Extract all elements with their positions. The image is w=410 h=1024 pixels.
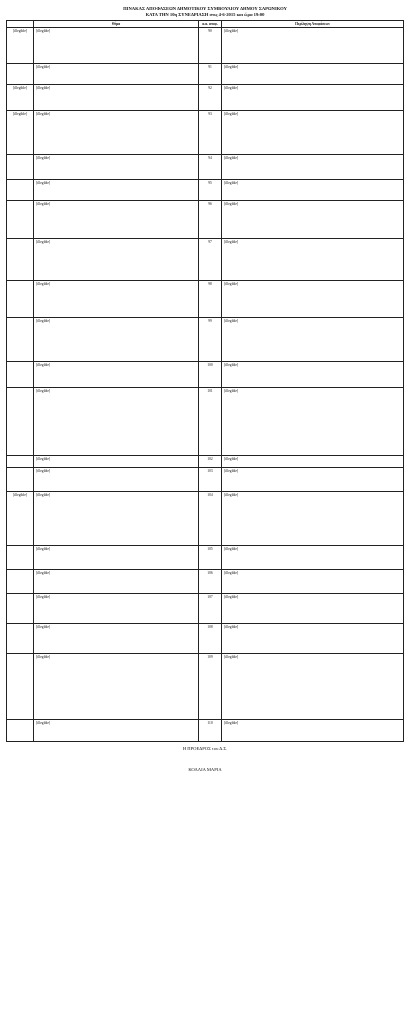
row-summary-cell: [illegible] xyxy=(222,85,404,111)
table-body xyxy=(7,28,404,742)
row-summary-cell: [illegible] xyxy=(222,362,404,388)
row-type-cell xyxy=(7,388,34,456)
table-row xyxy=(7,720,404,742)
row-type-cell: [illegible] xyxy=(7,28,34,64)
table-row xyxy=(7,28,404,64)
table-row xyxy=(7,85,404,111)
row-decision-number-cell: 107 xyxy=(199,594,222,624)
row-decision-number-cell: 91 xyxy=(199,64,222,85)
table-row xyxy=(7,281,404,318)
row-type-cell xyxy=(7,624,34,654)
row-subject-cell: [illegible] xyxy=(34,492,199,546)
row-summary-cell: [illegible] xyxy=(222,570,404,594)
row-type-cell xyxy=(7,456,34,468)
table-row xyxy=(7,468,404,492)
row-subject-cell: [illegible] xyxy=(34,239,199,281)
row-type-cell xyxy=(7,468,34,492)
row-type-cell xyxy=(7,654,34,720)
row-type-cell xyxy=(7,180,34,201)
row-decision-number-cell: 103 xyxy=(199,468,222,492)
row-summary-cell: [illegible] xyxy=(222,281,404,318)
row-decision-number-cell: 104 xyxy=(199,492,222,546)
row-summary-cell: [illegible] xyxy=(222,624,404,654)
column-header-subject: Θέμα xyxy=(34,21,199,28)
row-subject-cell: [illegible] xyxy=(34,720,199,742)
row-summary-cell: [illegible] xyxy=(222,456,404,468)
row-summary-cell: [illegible] xyxy=(222,239,404,281)
row-subject-cell: [illegible] xyxy=(34,155,199,180)
table-row xyxy=(7,388,404,456)
table-row xyxy=(7,594,404,624)
row-decision-number-cell: 93 xyxy=(199,111,222,155)
signature-name: ΚΟΛΛΙΑ ΜΑΡΙΑ xyxy=(188,767,222,773)
table-row xyxy=(7,111,404,155)
row-decision-number-cell: 110 xyxy=(199,720,222,742)
row-summary-cell: [illegible] xyxy=(222,64,404,85)
row-decision-number-cell: 95 xyxy=(199,180,222,201)
row-type-cell xyxy=(7,594,34,624)
table-row xyxy=(7,180,404,201)
row-type-cell xyxy=(7,720,34,742)
row-type-cell xyxy=(7,201,34,239)
row-subject-cell: [illegible] xyxy=(34,362,199,388)
row-subject-cell: [illegible] xyxy=(34,318,199,362)
row-decision-number-cell: 92 xyxy=(199,85,222,111)
row-subject-cell: [illegible] xyxy=(34,180,199,201)
row-decision-number-cell: 105 xyxy=(199,546,222,570)
row-type-cell xyxy=(7,64,34,85)
row-subject-cell: [illegible] xyxy=(34,64,199,85)
row-type-cell xyxy=(7,281,34,318)
row-summary-cell: [illegible] xyxy=(222,720,404,742)
table-row xyxy=(7,492,404,546)
row-decision-number-cell: 101 xyxy=(199,388,222,456)
row-subject-cell: [illegible] xyxy=(34,281,199,318)
row-decision-number-cell: 106 xyxy=(199,570,222,594)
row-summary-cell: [illegible] xyxy=(222,111,404,155)
row-type-cell: [illegible] xyxy=(7,111,34,155)
row-subject-cell: [illegible] xyxy=(34,654,199,720)
document-title xyxy=(6,6,404,18)
signature-block xyxy=(6,745,404,773)
row-summary-cell: [illegible] xyxy=(222,468,404,492)
column-header-decision-number: α.α. αποφ. xyxy=(199,21,222,28)
row-subject-cell: [illegible] xyxy=(34,456,199,468)
table-row xyxy=(7,456,404,468)
row-decision-number-cell: 97 xyxy=(199,239,222,281)
decisions-table xyxy=(6,20,404,742)
row-decision-number-cell: 109 xyxy=(199,654,222,720)
row-type-cell xyxy=(7,362,34,388)
title-line-2: ΚΑΤΑ ΤΗΝ 10η ΣΥΝΕΔΡΙΑΣΗ στις 4-6-2015 και ώρα 19:00 xyxy=(145,12,265,17)
title-line-1: ΠΙΝΑΚΑΣ ΑΠΟΦΑΣΕΩΝ ΔΗΜΟΤΙΚΟΥ ΣΥΜΒΟΥΛΙΟΥ ΔΗΜΟΥ ΣΑΡΩΝΙΚΟΥ xyxy=(123,6,287,11)
table-row xyxy=(7,239,404,281)
row-type-cell xyxy=(7,318,34,362)
row-decision-number-cell: 98 xyxy=(199,281,222,318)
table-row xyxy=(7,201,404,239)
row-type-cell: [illegible] xyxy=(7,85,34,111)
row-summary-cell: [illegible] xyxy=(222,201,404,239)
row-subject-cell: [illegible] xyxy=(34,85,199,111)
row-decision-number-cell: 96 xyxy=(199,201,222,239)
row-subject-cell: [illegible] xyxy=(34,388,199,456)
row-summary-cell: [illegible] xyxy=(222,492,404,546)
row-subject-cell: [illegible] xyxy=(34,570,199,594)
row-type-cell xyxy=(7,155,34,180)
table-row xyxy=(7,155,404,180)
table-row xyxy=(7,570,404,594)
row-summary-cell: [illegible] xyxy=(222,594,404,624)
row-subject-cell: [illegible] xyxy=(34,624,199,654)
table-header-row xyxy=(7,21,404,28)
table-row xyxy=(7,64,404,85)
row-type-cell xyxy=(7,546,34,570)
row-summary-cell: [illegible] xyxy=(222,388,404,456)
row-type-cell xyxy=(7,570,34,594)
row-decision-number-cell: 99 xyxy=(199,318,222,362)
row-summary-cell: [illegible] xyxy=(222,546,404,570)
row-subject-cell: [illegible] xyxy=(34,546,199,570)
row-subject-cell: [illegible] xyxy=(34,468,199,492)
row-subject-cell: [illegible] xyxy=(34,201,199,239)
row-decision-number-cell: 94 xyxy=(199,155,222,180)
row-decision-number-cell: 108 xyxy=(199,624,222,654)
table-row xyxy=(7,362,404,388)
row-subject-cell: [illegible] xyxy=(34,111,199,155)
row-decision-number-cell: 100 xyxy=(199,362,222,388)
row-summary-cell: [illegible] xyxy=(222,318,404,362)
signature-role: Η ΠΡΟΕΔΡΟΣ του Δ.Σ. xyxy=(182,746,228,752)
row-type-cell: [illegible] xyxy=(7,492,34,546)
row-summary-cell: [illegible] xyxy=(222,654,404,720)
table-row xyxy=(7,546,404,570)
row-decision-number-cell: 90 xyxy=(199,28,222,64)
table-row xyxy=(7,624,404,654)
column-header-summary: Περίληψη Αποφάσεων xyxy=(222,21,404,28)
row-type-cell xyxy=(7,239,34,281)
row-summary-cell: [illegible] xyxy=(222,28,404,64)
row-summary-cell: [illegible] xyxy=(222,180,404,201)
row-subject-cell: [illegible] xyxy=(34,594,199,624)
table-row xyxy=(7,318,404,362)
row-decision-number-cell: 102 xyxy=(199,456,222,468)
row-summary-cell: [illegible] xyxy=(222,155,404,180)
column-header-type xyxy=(7,21,34,28)
table-row xyxy=(7,654,404,720)
row-subject-cell: [illegible] xyxy=(34,28,199,64)
